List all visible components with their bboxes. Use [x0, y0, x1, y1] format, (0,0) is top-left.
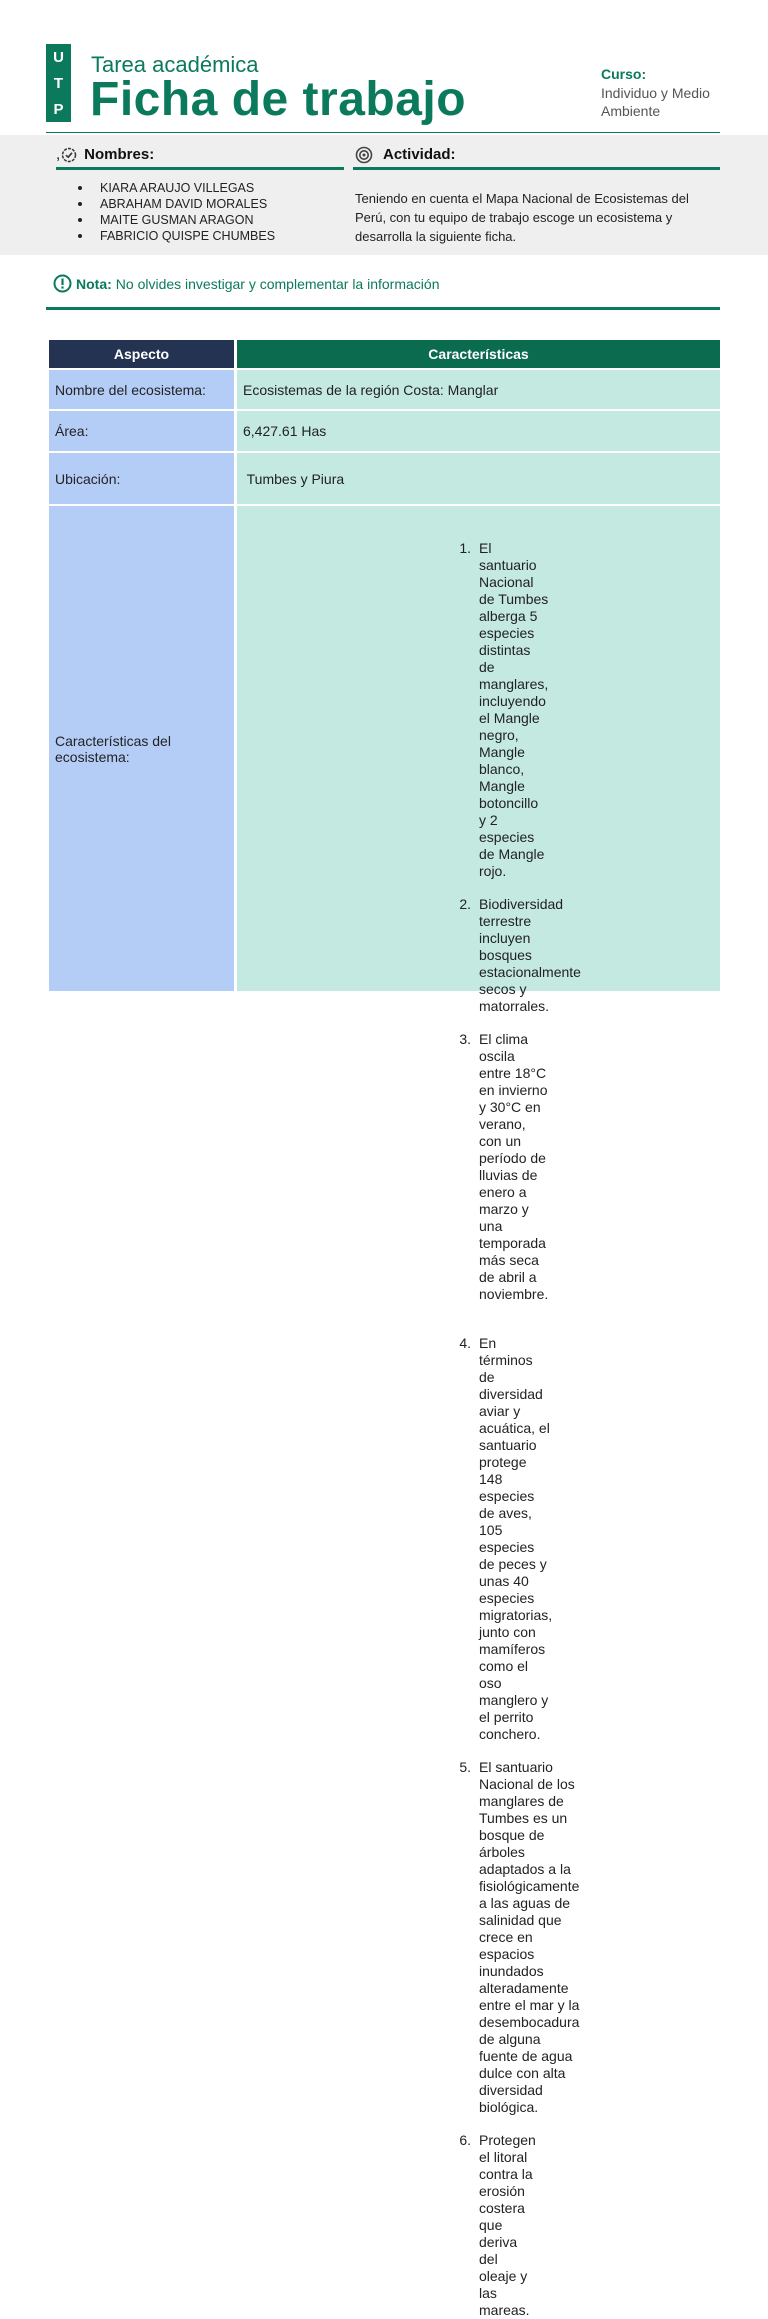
value-cell: Ecosistemas de la región Costa: Manglar	[237, 370, 720, 411]
list-item	[237, 540, 549, 880]
table-row	[49, 411, 720, 453]
nota-line	[53, 274, 439, 293]
list-item: ABRAHAM DAVID MORALES	[78, 196, 275, 212]
logo-letter-p: P	[53, 100, 64, 118]
student-names-list	[78, 180, 275, 244]
item-text: En términos de diversidad aviar y acuática, el santuario protege 148 especies de aves, 105 especies de peces y unas 40 especies migratorias, junto con mamíferos como el oso manglero y el perrito conchero.	[479, 1335, 553, 1742]
logo-letter-t: T	[53, 74, 64, 92]
list-item	[237, 1759, 580, 2116]
nombres-header	[56, 142, 344, 170]
nota-divider	[46, 307, 720, 310]
item-number: 6.	[459, 2132, 471, 2148]
aspect-cell: Ubicación:	[49, 453, 237, 506]
page-subtitle: Tarea académica	[91, 52, 259, 77]
aspect-cell: Nombre del ecosistema:	[49, 370, 237, 411]
list-item: MAITE GUSMAN ARAGON	[78, 212, 275, 228]
exclamation-circle-icon	[53, 274, 72, 293]
curso-value: Individuo y Medio Ambiente	[601, 85, 710, 119]
utp-logo	[46, 44, 71, 122]
list-item	[237, 896, 581, 1015]
table-header-row	[49, 340, 720, 370]
actividad-label: Actividad:	[383, 146, 456, 163]
nombres-label: Nombres:	[84, 146, 155, 163]
item-text: El santuario Nacional de Tumbes alberga 5 especies distintas de manglares, incluyendo el Mangle negro, Mangle blanco, Mangle botoncillo y 2 especies de Mangle rojo.	[479, 540, 549, 879]
list-item	[237, 2132, 536, 2319]
actividad-header	[353, 142, 720, 170]
target-icon	[355, 146, 373, 164]
nota-text: No olvides investigar y complementar la información	[115, 275, 440, 292]
aspect-cell: Características del ecosistema:	[49, 506, 237, 993]
check-badge-icon	[61, 147, 77, 163]
item-number: 5.	[459, 1759, 471, 1775]
list-item: FABRICIO QUISPE CHUMBES	[78, 228, 275, 244]
header-aspecto: Aspecto	[49, 340, 237, 370]
item-text: Protegen el litoral contra la erosión costera que deriva del oleaje y las mareas.	[479, 2132, 536, 2318]
caracteristicas-list	[237, 540, 581, 2319]
ficha-table	[49, 340, 720, 2318]
aspect-cell: Área:	[49, 411, 237, 453]
item-number: 2.	[459, 896, 471, 912]
nombres-prefix: ,	[56, 146, 61, 163]
item-number: 1.	[459, 540, 471, 556]
item-text: El clima oscila entre 18°C en invierno y 30°C en verano, con un período de lluvias de enero a marzo y una temporada más seca de abril a noviembre.	[479, 1031, 549, 1302]
table-row	[49, 506, 720, 2318]
value-cell: 6,427.61 Has	[237, 411, 720, 453]
nota-label: Nota:	[76, 275, 112, 292]
actividad-text: Teniendo en cuenta el Mapa Nacional de Ecosistemas del Perú, con tu equipo de trabajo escoge un ecosistema y desarrolla la siguiente ficha.	[355, 191, 689, 244]
item-text: Biodiversidad terrestre incluyen bosques estacionalmente secos y matorrales.	[479, 896, 581, 1014]
list-item	[237, 1031, 549, 1303]
value-cell	[237, 506, 720, 2318]
value-cell: Tumbes y Piura	[237, 453, 720, 506]
header-divider	[46, 132, 720, 133]
table-row	[49, 453, 720, 506]
item-number: 4.	[459, 1335, 471, 1351]
item-text: El santuario Nacional de los manglares de Tumbes es un bosque de árboles adaptados a la fisiológicamente a las aguas de salinidad que crece en espacios inundados alteradamente entre el mar y la desembocadura de alguna fuente de agua dulce con alta diversidad biológica.	[479, 1759, 580, 2115]
page-title: Ficha de trabajo	[90, 73, 467, 126]
item-number: 3.	[459, 1031, 471, 1047]
curso-label: Curso:	[601, 66, 647, 82]
list-item	[237, 1335, 553, 1743]
list-item: KIARA ARAUJO VILLEGAS	[78, 180, 275, 196]
logo-letter-u: U	[53, 48, 64, 66]
header-caracteristicas: Características	[237, 340, 720, 370]
table-row	[49, 370, 720, 411]
